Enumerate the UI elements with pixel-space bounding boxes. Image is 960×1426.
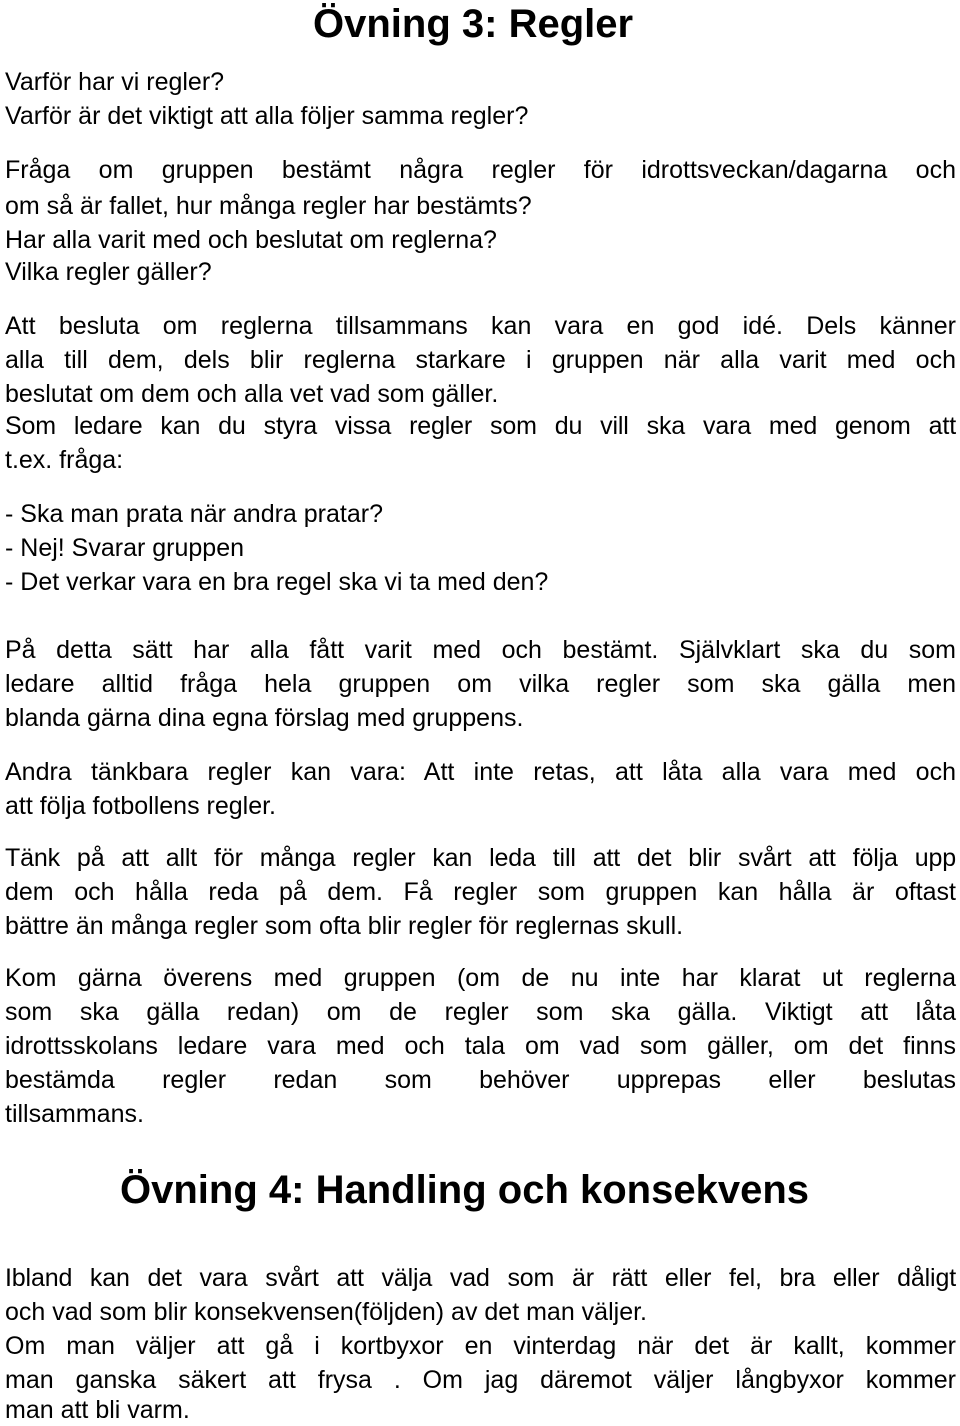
text-line: På detta sätt har alla fått varit med och bestämt. Självklart ska du som: [5, 636, 956, 664]
text-line: ledare alltid fråga hela gruppen om vilka regler som ska gälla men: [5, 670, 956, 698]
text-line: om så är fallet, hur många regler har bestämts?: [5, 192, 532, 220]
text-line: Tänk på att allt för många regler kan leda till att det blir svårt att följa upp: [5, 844, 956, 872]
text-line: alla till dem, dels blir reglerna starkare i gruppen när alla varit med och: [5, 346, 956, 374]
text-line: Varför är det viktigt att alla följer samma regler?: [5, 102, 529, 130]
text-line: - Ska man prata när andra pratar?: [5, 500, 383, 528]
text-line: och vad som blir konsekvensen(följden) av det man väljer.: [5, 1298, 647, 1326]
text-line: tillsammans.: [5, 1100, 144, 1128]
text-line: Om man väljer att gå i kortbyxor en vinterdag när det är kallt, kommer: [5, 1332, 956, 1360]
text-line: man att bli varm.: [5, 1396, 190, 1424]
text-line: som ska gälla redan) om de regler som ska gälla. Viktigt att låta: [5, 998, 956, 1026]
text-line: - Det verkar vara en bra regel ska vi ta med den?: [5, 568, 549, 596]
text-line: beslutat om dem och alla vet vad som gäller.: [5, 380, 499, 408]
text-line: - Nej! Svarar gruppen: [5, 534, 245, 562]
section-4-title: Övning 4: Handling och konsekvens: [120, 1168, 810, 1212]
text-line: Vilka regler gäller?: [5, 258, 212, 286]
text-line: Kom gärna överens med gruppen (om de nu inte har klarat ut reglerna: [5, 964, 956, 992]
text-line: idrottsskolans ledare vara med och tala om vad som gäller, om det finns: [5, 1032, 956, 1060]
text-line: att följa fotbollens regler.: [5, 792, 276, 820]
text-line: t.ex. fråga:: [5, 446, 124, 474]
text-line: Ibland kan det vara svårt att välja vad som är rätt eller fel, bra eller dåligt: [5, 1264, 956, 1292]
text-line: bestämda regler redan som behöver upprepas eller beslutas: [5, 1066, 956, 1094]
text-line: Varför har vi regler?: [5, 68, 225, 96]
text-line: Att besluta om reglerna tillsammans kan vara en god idé. Dels känner: [5, 312, 956, 340]
text-line: dem och hålla reda på dem. Få regler som gruppen kan hålla är oftast: [5, 878, 956, 906]
text-line: Fråga om gruppen bestämt några regler för idrottsveckan/dagarna och: [5, 156, 956, 184]
text-line: man ganska säkert att frysa . Om jag däremot väljer långbyxor kommer: [5, 1366, 956, 1394]
section-3-title: Övning 3: Regler: [313, 2, 634, 46]
text-line: Som ledare kan du styra vissa regler som du vill ska vara med genom att: [5, 412, 956, 440]
text-line: Andra tänkbara regler kan vara: Att inte retas, att låta alla vara med och: [5, 758, 956, 786]
text-line: Har alla varit med och beslutat om reglerna?: [5, 226, 497, 254]
text-line: blanda gärna dina egna förslag med gruppens.: [5, 704, 524, 732]
text-line: bättre än många regler som ofta blir regler för reglernas skull.: [5, 912, 684, 940]
